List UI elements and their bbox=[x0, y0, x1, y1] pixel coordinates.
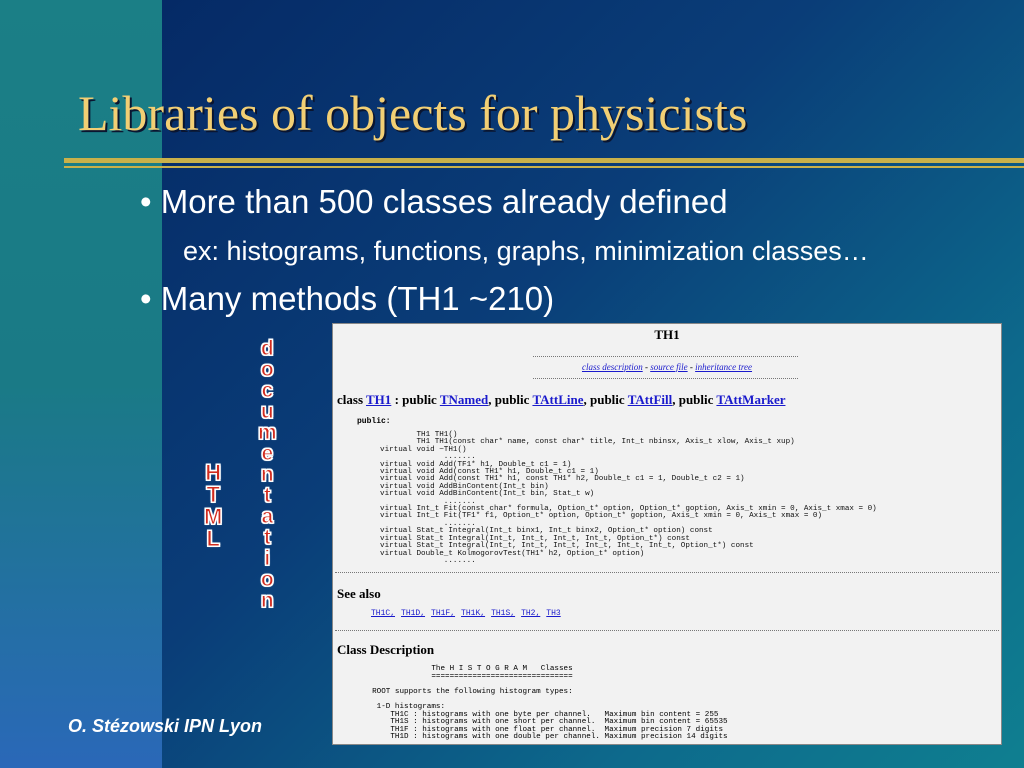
description-line: =============================== bbox=[363, 672, 573, 681]
class-name-link[interactable]: TH1 bbox=[366, 392, 392, 407]
class-description-heading: Class Description bbox=[337, 642, 435, 657]
doc-divider bbox=[335, 630, 999, 631]
vertical-html-letter: M bbox=[204, 504, 223, 529]
see-also-link[interactable]: TH1F, bbox=[431, 609, 456, 618]
method-signature: virtual void Add(TF1* h1, Double_t c1 = 1) bbox=[339, 460, 572, 469]
class-description-text bbox=[363, 666, 728, 742]
doc-title: TH1 bbox=[654, 327, 680, 342]
method-signature: virtual Int_t Fit(TF1* f1, Option_t* option, Option_t* goption, Axis_t xmin = 0, Axis_t xmax = 0) bbox=[339, 512, 823, 521]
vertical-documentation-letter: c bbox=[261, 379, 274, 402]
base-link-tattline[interactable]: TAttLine bbox=[532, 392, 584, 407]
documentation-screenshot bbox=[332, 323, 1002, 745]
doc-divider bbox=[533, 356, 798, 357]
see-also-link[interactable]: TH1C, bbox=[371, 609, 396, 618]
doc-links bbox=[333, 362, 1001, 372]
method-signature: virtual Stat_t Integral(Int_t, Int_t, Int_t, Int_t, Int_t, Int_t, Option_t*) const bbox=[339, 542, 754, 551]
link-separator: - bbox=[642, 362, 651, 372]
bullet-classes: • More than 500 classes already defined bbox=[140, 183, 728, 220]
author-footer: O. Stézowski IPN Lyon bbox=[68, 716, 263, 736]
vertical-documentation-letter: t bbox=[263, 526, 271, 549]
description-line: ROOT supports the following histogram types: bbox=[363, 687, 573, 696]
description-line: TH1S : histograms with one short per channel. Maximum bin content = 65535 bbox=[363, 718, 728, 727]
see-also-link[interactable]: TH1S, bbox=[491, 609, 516, 618]
method-signature: virtual Stat_t Integral(Int_t binx1, Int_t binx2, Option_t* option) const bbox=[339, 527, 713, 536]
vertical-documentation-letter: n bbox=[260, 589, 274, 612]
base-separator: , public bbox=[672, 392, 717, 407]
vertical-documentation-letter: i bbox=[264, 547, 271, 570]
see-also-link[interactable]: TH2, bbox=[521, 609, 541, 618]
see-also-link[interactable]: TH3 bbox=[546, 609, 561, 618]
method-signature: virtual Double_t KolmogorovTest(TH1* h2, Option_t* option) bbox=[339, 549, 645, 558]
method-signature: ....... bbox=[339, 453, 476, 462]
method-signature: virtual void ~TH1() bbox=[339, 445, 467, 454]
method-list bbox=[339, 432, 877, 565]
vertical-documentation-letter: t bbox=[263, 484, 271, 507]
method-signature: virtual void AddBinContent(Int_t bin) bbox=[339, 482, 549, 491]
method-signature: ....... bbox=[339, 497, 476, 506]
description-line: The H I S T O G R A M Classes bbox=[363, 665, 573, 673]
vertical-html-letter: L bbox=[206, 526, 220, 551]
base-link-tattfill[interactable]: TAttFill bbox=[627, 392, 673, 407]
base-separator: , public bbox=[583, 392, 628, 407]
base-separator: , public bbox=[488, 392, 533, 407]
method-signature: virtual void AddBinContent(Int_t bin, Stat_t w) bbox=[339, 490, 595, 499]
description-line: TH1F : histograms with one float per channel. Maximum precision 7 digits bbox=[363, 725, 724, 734]
see-also-link[interactable]: TH1D, bbox=[401, 609, 426, 618]
base-link-tnamed[interactable]: TNamed bbox=[439, 392, 489, 407]
vertical-html-label bbox=[204, 462, 222, 550]
method-signature: virtual Int_t Fit(const char* formula, Option_t* option, Option_t* goption, Axis_t xmin = 0, Axis_t xmax = 0) bbox=[339, 505, 877, 514]
method-signature: virtual void Add(const TH1* h1, Double_t c1 = 1) bbox=[339, 468, 599, 477]
link-class-description[interactable]: class description bbox=[581, 362, 643, 372]
description-line: TH1C : histograms with one byte per channel. Maximum bin content = 255 bbox=[363, 710, 719, 719]
link-source-file[interactable]: source file bbox=[650, 362, 688, 372]
vertical-documentation-letter: d bbox=[260, 337, 274, 360]
class-inheritance: : public bbox=[391, 392, 440, 407]
slide-title: Libraries of objects for physicists bbox=[78, 85, 748, 141]
see-also-link[interactable]: TH1K, bbox=[461, 609, 486, 618]
link-inheritance-tree[interactable]: inheritance tree bbox=[695, 362, 753, 372]
title-underline-thin bbox=[64, 166, 1024, 168]
method-signature: ....... bbox=[339, 556, 476, 565]
title-underline bbox=[64, 158, 1024, 163]
method-signature: virtual Stat_t Integral(Int_t, Int_t, Int_t, Int_t, Option_t*) const bbox=[339, 534, 690, 543]
method-signature: TH1 TH1(const char* name, const char* title, Int_t nbinsx, Axis_t xlow, Axis_t xup) bbox=[339, 438, 795, 447]
vertical-documentation-letter: a bbox=[261, 505, 274, 528]
doc-divider bbox=[533, 378, 798, 379]
doc-divider bbox=[335, 572, 999, 573]
method-signature: TH1 TH1() bbox=[339, 431, 458, 439]
description-line: TH1D : histograms with one double per channel. Maximum precision 14 digits bbox=[363, 733, 728, 742]
description-line: 1-D histograms: bbox=[363, 702, 446, 711]
sub-bullet-examples: ex: histograms, functions, graphs, minimization classes… bbox=[183, 236, 869, 266]
vertical-documentation-letter: u bbox=[260, 400, 274, 423]
vertical-documentation-letter: e bbox=[261, 442, 274, 465]
vertical-html-letter: T bbox=[206, 482, 220, 507]
class-declaration bbox=[337, 392, 785, 408]
bullet-methods: • Many methods (TH1 ~210) bbox=[140, 280, 555, 317]
base-link-tattmarker[interactable]: TAttMarker bbox=[716, 392, 786, 407]
vertical-documentation-label bbox=[258, 338, 277, 611]
method-signature: ....... bbox=[339, 519, 476, 528]
vertical-documentation-letter: o bbox=[260, 568, 274, 591]
vertical-html-letter: H bbox=[205, 460, 222, 485]
public-label: public: bbox=[357, 417, 391, 426]
see-also-links bbox=[371, 609, 567, 618]
link-separator: - bbox=[687, 362, 696, 372]
vertical-documentation-letter: o bbox=[260, 358, 274, 381]
class-keyword: class bbox=[337, 392, 367, 407]
method-signature: virtual void Add(const TH1* h1, const TH1* h2, Double_t c1 = 1, Double_t c2 = 1) bbox=[339, 475, 745, 484]
vertical-documentation-letter: n bbox=[260, 463, 274, 486]
see-also-heading: See also bbox=[337, 586, 381, 601]
vertical-documentation-letter: m bbox=[258, 421, 277, 444]
